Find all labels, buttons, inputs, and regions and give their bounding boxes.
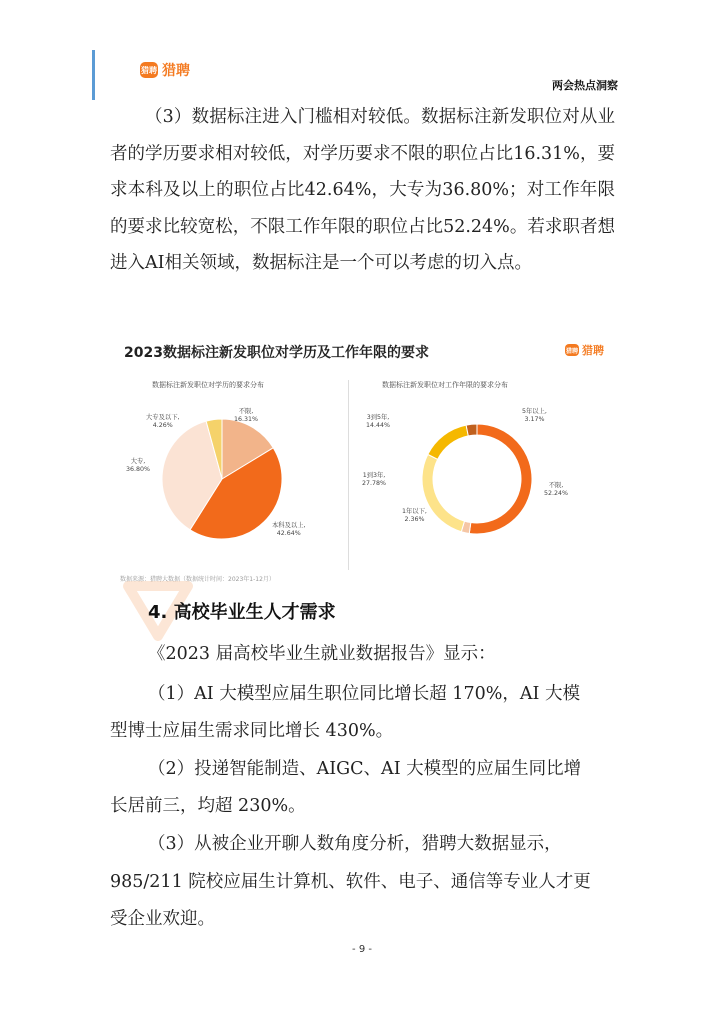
page-number: - 9 - <box>352 944 372 955</box>
item3-line3: 受企业欢迎。 <box>110 909 215 929</box>
education-pie-chart <box>112 376 348 586</box>
item2-line1: （2）投递智能制造、AIGC、AI 大模型的应届生同比增 <box>148 759 582 779</box>
pie1-label-dazhuan-below: 大专及以下, 4.26% <box>146 414 180 429</box>
experience-donut-chart <box>352 376 602 586</box>
logo-badge-icon: 猎聘 <box>140 62 158 78</box>
item1-line2: 型博士应届生需求同比增长 430%。 <box>110 721 394 741</box>
logo-text: 猎聘 <box>162 63 190 79</box>
pie2-label-buxian: 不限, 52.24% <box>544 482 569 497</box>
item3-line2: 985/211 院校应届生计算机、软件、电子、通信等专业人才更 <box>110 872 591 892</box>
paragraph-data-annotation: （3）数据标注进入门槛相对较低。数据标注新发职位对从业者的学历要求相对较低，对学历要求不限的职位占比16.31%，要求本科及以上的职位占比42.64%，大专为36.80%；对工作年限的要求比较宽松，不限工作年限的职位占比52.24%。若求职者想进入AI相关领域，数据标注是一个可以考虑的切入点。 <box>110 107 615 273</box>
item1-line1: （1）AI 大模型应届生职位同比增长超 170%，AI 大模 <box>148 684 580 704</box>
figure-logo-badge-icon: 猎聘 <box>565 344 579 356</box>
header-title: 两会热点洞察 <box>552 79 618 92</box>
pie2-label-under1: 1年以下, 2.36% <box>402 508 427 523</box>
figure-title: 2023数据标注新发职位对学历及工作年限的要求 <box>124 345 429 361</box>
item3-line1: （3）从被企业开聊人数角度分析，猎聘大数据显示， <box>148 834 562 854</box>
liepin-logo <box>140 60 190 80</box>
experience-donut-slice-2 <box>422 454 464 531</box>
pie1-label-dazhuan: 大专, 36.80% <box>126 458 151 473</box>
pie1-label-buxian: 不限, 16.31% <box>234 408 259 423</box>
figure-education-experience <box>112 336 612 586</box>
experience-donut-slice-3 <box>428 425 468 459</box>
figure-logo <box>565 342 604 358</box>
header-accent-bar <box>92 50 95 100</box>
pie2-label-5plus: 5年以上, 3.17% <box>522 408 547 423</box>
education-chart-title: 数据标注新发职位对学历的要求分布 <box>152 381 264 389</box>
pie2-label-3to5: 3到5年, 14.44% <box>366 414 391 429</box>
section-heading: 4. 高校毕业生人才需求 <box>148 602 336 623</box>
pie1-label-benke: 本科及以上, 42.64% <box>272 522 306 537</box>
figure-logo-text: 猎聘 <box>582 344 604 357</box>
pie2-label-1to3: 1到3年, 27.78% <box>362 472 387 487</box>
figure-divider <box>348 380 349 570</box>
experience-chart-title: 数据标注新发职位对工作年限的要求分布 <box>382 381 508 389</box>
figure-source: 数据来源：猎聘大数据（数据统计时间：2023年1-12月） <box>120 576 275 583</box>
section-intro: 《2023 届高校毕业生就业数据报告》显示： <box>148 644 496 664</box>
experience-donut-slice-0 <box>469 424 532 534</box>
item2-line2: 长居前三，均超 230%。 <box>110 796 306 816</box>
experience-donut-slice-4 <box>466 424 477 436</box>
